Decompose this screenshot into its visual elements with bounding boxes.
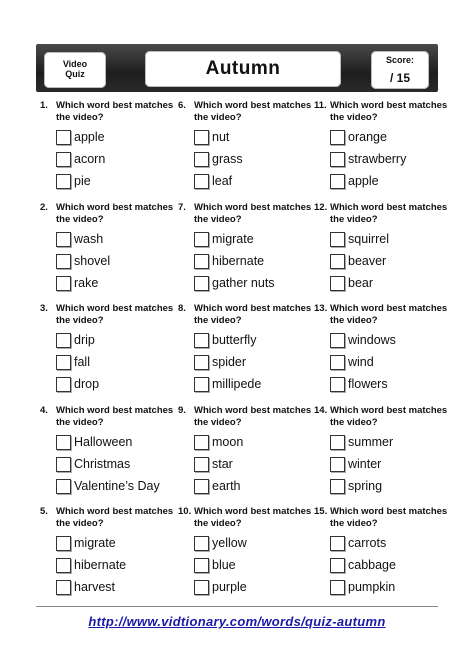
answer-option[interactable] bbox=[314, 578, 444, 600]
answer-options bbox=[178, 331, 308, 397]
answer-checkbox[interactable] bbox=[56, 377, 71, 392]
answer-checkbox[interactable] bbox=[56, 580, 71, 595]
answer-option[interactable] bbox=[314, 353, 444, 375]
question-header bbox=[40, 506, 174, 532]
answer-label: cabbage bbox=[348, 558, 396, 572]
question-text: Which word best matches the video? bbox=[56, 202, 174, 225]
answer-checkbox[interactable] bbox=[330, 174, 345, 189]
answer-option[interactable] bbox=[314, 252, 444, 274]
answer-label: leaf bbox=[212, 174, 233, 188]
answer-option[interactable] bbox=[40, 172, 170, 194]
question-header bbox=[40, 202, 174, 228]
question-header bbox=[40, 100, 174, 126]
answer-checkbox[interactable] bbox=[194, 254, 209, 269]
answer-option[interactable] bbox=[314, 172, 444, 194]
question-number: 13. bbox=[314, 303, 328, 314]
score-value: / 15 bbox=[389, 71, 410, 85]
question-8 bbox=[178, 303, 312, 397]
answer-checkbox[interactable] bbox=[194, 457, 209, 472]
page-title: Autumn bbox=[205, 58, 281, 79]
answer-option[interactable] bbox=[40, 353, 170, 375]
answer-label: summer bbox=[348, 435, 394, 449]
answer-options bbox=[314, 534, 444, 600]
question-number: 8. bbox=[178, 303, 186, 314]
answer-label: drop bbox=[74, 377, 100, 391]
question-10 bbox=[178, 506, 312, 600]
answer-label: fall bbox=[74, 355, 90, 369]
answer-label: acorn bbox=[74, 152, 106, 166]
answer-label: Valentine’s Day bbox=[74, 479, 160, 493]
answer-checkbox[interactable] bbox=[56, 276, 71, 291]
answer-label: spring bbox=[348, 479, 383, 493]
answer-checkbox[interactable] bbox=[194, 479, 209, 494]
answer-checkbox[interactable] bbox=[194, 435, 209, 450]
answer-checkbox[interactable] bbox=[56, 254, 71, 269]
answer-label: wind bbox=[348, 355, 374, 369]
answer-option[interactable] bbox=[178, 455, 308, 477]
answer-label: hibernate bbox=[212, 254, 265, 268]
answer-label: pie bbox=[74, 174, 91, 188]
answer-label: nut bbox=[212, 130, 230, 144]
answer-options bbox=[40, 331, 170, 397]
answer-option[interactable] bbox=[178, 375, 308, 397]
question-number: 10. bbox=[178, 506, 192, 517]
answer-checkbox[interactable] bbox=[56, 479, 71, 494]
answer-checkbox[interactable] bbox=[330, 254, 345, 269]
answer-option[interactable] bbox=[178, 353, 308, 375]
answer-options bbox=[40, 433, 170, 499]
answer-option[interactable] bbox=[178, 128, 308, 150]
answer-option[interactable] bbox=[178, 230, 308, 252]
score-label: Score: bbox=[385, 55, 414, 65]
answer-options bbox=[314, 128, 444, 194]
answer-checkbox[interactable] bbox=[194, 333, 209, 348]
answer-checkbox[interactable] bbox=[330, 130, 345, 145]
answer-options bbox=[178, 433, 308, 499]
answer-option[interactable] bbox=[40, 230, 170, 252]
answer-option[interactable] bbox=[178, 534, 308, 556]
answer-option[interactable] bbox=[178, 433, 308, 455]
answer-label: flowers bbox=[348, 377, 388, 391]
answer-option[interactable] bbox=[314, 433, 444, 455]
answer-option[interactable] bbox=[40, 534, 170, 556]
answer-option[interactable] bbox=[178, 252, 308, 274]
answer-checkbox[interactable] bbox=[194, 174, 209, 189]
answer-option[interactable] bbox=[314, 455, 444, 477]
answer-checkbox[interactable] bbox=[330, 152, 345, 167]
answer-option[interactable] bbox=[40, 375, 170, 397]
answer-checkbox[interactable] bbox=[330, 377, 345, 392]
answer-label: harvest bbox=[74, 580, 115, 594]
answer-checkbox[interactable] bbox=[56, 130, 71, 145]
answer-label: carrots bbox=[348, 536, 387, 550]
question-text: Which word best matches the video? bbox=[194, 405, 312, 428]
question-3 bbox=[40, 303, 174, 397]
answer-checkbox[interactable] bbox=[194, 152, 209, 167]
answer-option[interactable] bbox=[314, 375, 444, 397]
answer-checkbox[interactable] bbox=[56, 174, 71, 189]
answer-checkbox[interactable] bbox=[56, 152, 71, 167]
answer-label: winter bbox=[348, 457, 382, 471]
answer-option[interactable] bbox=[178, 150, 308, 172]
answer-label: star bbox=[212, 457, 233, 471]
question-text: Which word best matches the video? bbox=[330, 100, 448, 123]
answer-options bbox=[40, 128, 170, 194]
answer-checkbox[interactable] bbox=[330, 580, 345, 595]
answer-option[interactable] bbox=[40, 150, 170, 172]
question-4 bbox=[40, 405, 174, 499]
question-header bbox=[178, 303, 312, 329]
answer-option[interactable] bbox=[314, 556, 444, 578]
question-header bbox=[314, 506, 448, 532]
answer-options bbox=[178, 230, 308, 296]
question-number: 4. bbox=[40, 405, 48, 416]
answer-option[interactable] bbox=[40, 274, 170, 296]
question-number: 1. bbox=[40, 100, 48, 111]
answer-option[interactable] bbox=[314, 128, 444, 150]
answer-option[interactable] bbox=[314, 331, 444, 353]
question-number: 15. bbox=[314, 506, 328, 517]
title-box bbox=[145, 51, 341, 87]
question-14 bbox=[314, 405, 448, 499]
answer-label: drip bbox=[74, 333, 95, 347]
answer-label: hibernate bbox=[74, 558, 127, 572]
answer-label: migrate bbox=[74, 536, 116, 550]
answer-option[interactable] bbox=[178, 578, 308, 600]
question-2 bbox=[40, 202, 174, 296]
answer-option[interactable] bbox=[40, 433, 170, 455]
answer-label: moon bbox=[212, 435, 244, 449]
question-text: Which word best matches the video? bbox=[330, 303, 448, 326]
answer-options bbox=[178, 128, 308, 194]
answer-options bbox=[314, 433, 444, 499]
question-12 bbox=[314, 202, 448, 296]
question-header bbox=[314, 100, 448, 126]
answer-label: butterfly bbox=[212, 333, 257, 347]
question-number: 7. bbox=[178, 202, 186, 213]
question-text: Which word best matches the video? bbox=[56, 303, 174, 326]
answer-checkbox[interactable] bbox=[194, 580, 209, 595]
answer-checkbox[interactable] bbox=[56, 333, 71, 348]
answer-option[interactable] bbox=[40, 331, 170, 353]
answer-option[interactable] bbox=[40, 578, 170, 600]
question-15 bbox=[314, 506, 448, 600]
answer-checkbox[interactable] bbox=[194, 536, 209, 551]
answer-checkbox[interactable] bbox=[330, 355, 345, 370]
question-7 bbox=[178, 202, 312, 296]
answer-label: migrate bbox=[212, 232, 254, 246]
question-header bbox=[178, 202, 312, 228]
answer-label: beaver bbox=[348, 254, 387, 268]
question-text: Which word best matches the video? bbox=[56, 506, 174, 529]
answer-option[interactable] bbox=[314, 477, 444, 499]
answer-checkbox[interactable] bbox=[194, 355, 209, 370]
question-header bbox=[314, 202, 448, 228]
answer-checkbox[interactable] bbox=[330, 232, 345, 247]
answer-checkbox[interactable] bbox=[56, 558, 71, 573]
question-number: 5. bbox=[40, 506, 48, 517]
question-text: Which word best matches the video? bbox=[56, 405, 174, 428]
answer-options bbox=[40, 230, 170, 296]
answer-option[interactable] bbox=[178, 172, 308, 194]
answer-label: apple bbox=[348, 174, 379, 188]
answer-option[interactable] bbox=[40, 556, 170, 578]
answer-label: purple bbox=[212, 580, 247, 594]
answer-checkbox[interactable] bbox=[194, 377, 209, 392]
question-text: Which word best matches the video? bbox=[56, 100, 174, 123]
question-header bbox=[40, 303, 174, 329]
question-number: 9. bbox=[178, 405, 186, 416]
answer-option[interactable] bbox=[314, 534, 444, 556]
answer-label: grass bbox=[212, 152, 243, 166]
question-header bbox=[178, 100, 312, 126]
answer-label: bear bbox=[348, 276, 374, 290]
footer-divider bbox=[36, 606, 438, 607]
answer-option[interactable] bbox=[40, 128, 170, 150]
answer-label: orange bbox=[348, 130, 387, 144]
answer-label: millipede bbox=[212, 377, 262, 391]
question-number: 12. bbox=[314, 202, 328, 213]
question-text: Which word best matches the video? bbox=[330, 405, 448, 428]
answer-checkbox[interactable] bbox=[56, 232, 71, 247]
question-text: Which word best matches the video? bbox=[330, 506, 448, 529]
score-box bbox=[371, 51, 429, 89]
video-quiz-line1: Video bbox=[62, 59, 88, 69]
answer-checkbox[interactable] bbox=[330, 333, 345, 348]
answer-label: spider bbox=[212, 355, 247, 369]
answer-checkbox[interactable] bbox=[56, 536, 71, 551]
video-quiz-badge bbox=[44, 52, 106, 88]
answer-checkbox[interactable] bbox=[330, 435, 345, 450]
question-number: 6. bbox=[178, 100, 186, 111]
answer-label: gather nuts bbox=[212, 276, 275, 290]
answer-options bbox=[178, 534, 308, 600]
answer-label: blue bbox=[212, 558, 236, 572]
answer-label: pumpkin bbox=[348, 580, 396, 594]
question-header bbox=[40, 405, 174, 431]
answer-checkbox[interactable] bbox=[56, 457, 71, 472]
question-header bbox=[314, 405, 448, 431]
question-number: 11. bbox=[314, 100, 327, 111]
question-9 bbox=[178, 405, 312, 499]
answer-option[interactable] bbox=[314, 230, 444, 252]
question-text: Which word best matches the video? bbox=[330, 202, 448, 225]
answer-option[interactable] bbox=[40, 477, 170, 499]
answer-checkbox[interactable] bbox=[330, 558, 345, 573]
question-13 bbox=[314, 303, 448, 397]
answer-option[interactable] bbox=[178, 274, 308, 296]
answer-options bbox=[40, 534, 170, 600]
question-number: 14. bbox=[314, 405, 328, 416]
question-11 bbox=[314, 100, 448, 194]
answer-checkbox[interactable] bbox=[330, 457, 345, 472]
question-number: 3. bbox=[40, 303, 48, 314]
question-1 bbox=[40, 100, 174, 194]
answer-checkbox[interactable] bbox=[194, 130, 209, 145]
answer-options bbox=[314, 331, 444, 397]
answer-label: windows bbox=[348, 333, 396, 347]
answer-option[interactable] bbox=[40, 455, 170, 477]
answer-checkbox[interactable] bbox=[330, 536, 345, 551]
answer-option[interactable] bbox=[178, 477, 308, 499]
footer-link[interactable]: http://www.vidtionary.com/words/quiz-autumn bbox=[88, 614, 386, 629]
answer-checkbox[interactable] bbox=[194, 232, 209, 247]
question-text: Which word best matches the video? bbox=[194, 202, 312, 225]
answer-option[interactable] bbox=[314, 150, 444, 172]
question-5 bbox=[40, 506, 174, 600]
answer-label: Halloween bbox=[74, 435, 133, 449]
answer-checkbox[interactable] bbox=[194, 276, 209, 291]
answer-option[interactable] bbox=[178, 556, 308, 578]
answer-label: strawberry bbox=[348, 152, 407, 166]
question-number: 2. bbox=[40, 202, 48, 213]
answer-label: shovel bbox=[74, 254, 111, 268]
answer-checkbox[interactable] bbox=[56, 435, 71, 450]
question-header bbox=[314, 303, 448, 329]
question-text: Which word best matches the video? bbox=[194, 506, 312, 529]
answer-label: apple bbox=[74, 130, 105, 144]
answer-label: rake bbox=[74, 276, 99, 290]
answer-options bbox=[314, 230, 444, 296]
answer-option[interactable] bbox=[314, 274, 444, 296]
answer-option[interactable] bbox=[40, 252, 170, 274]
answer-label: wash bbox=[74, 232, 104, 246]
answer-label: Christmas bbox=[74, 457, 131, 471]
answer-checkbox[interactable] bbox=[330, 276, 345, 291]
answer-label: earth bbox=[212, 479, 241, 493]
question-text: Which word best matches the video? bbox=[194, 100, 312, 123]
question-header bbox=[178, 506, 312, 532]
answer-option[interactable] bbox=[178, 331, 308, 353]
answer-label: yellow bbox=[212, 536, 247, 550]
answer-checkbox[interactable] bbox=[330, 479, 345, 494]
video-quiz-line2: Quiz bbox=[65, 69, 85, 79]
answer-label: squirrel bbox=[348, 232, 389, 246]
question-header bbox=[178, 405, 312, 431]
question-6 bbox=[178, 100, 312, 194]
question-text: Which word best matches the video? bbox=[194, 303, 312, 326]
answer-checkbox[interactable] bbox=[194, 558, 209, 573]
answer-checkbox[interactable] bbox=[56, 355, 71, 370]
